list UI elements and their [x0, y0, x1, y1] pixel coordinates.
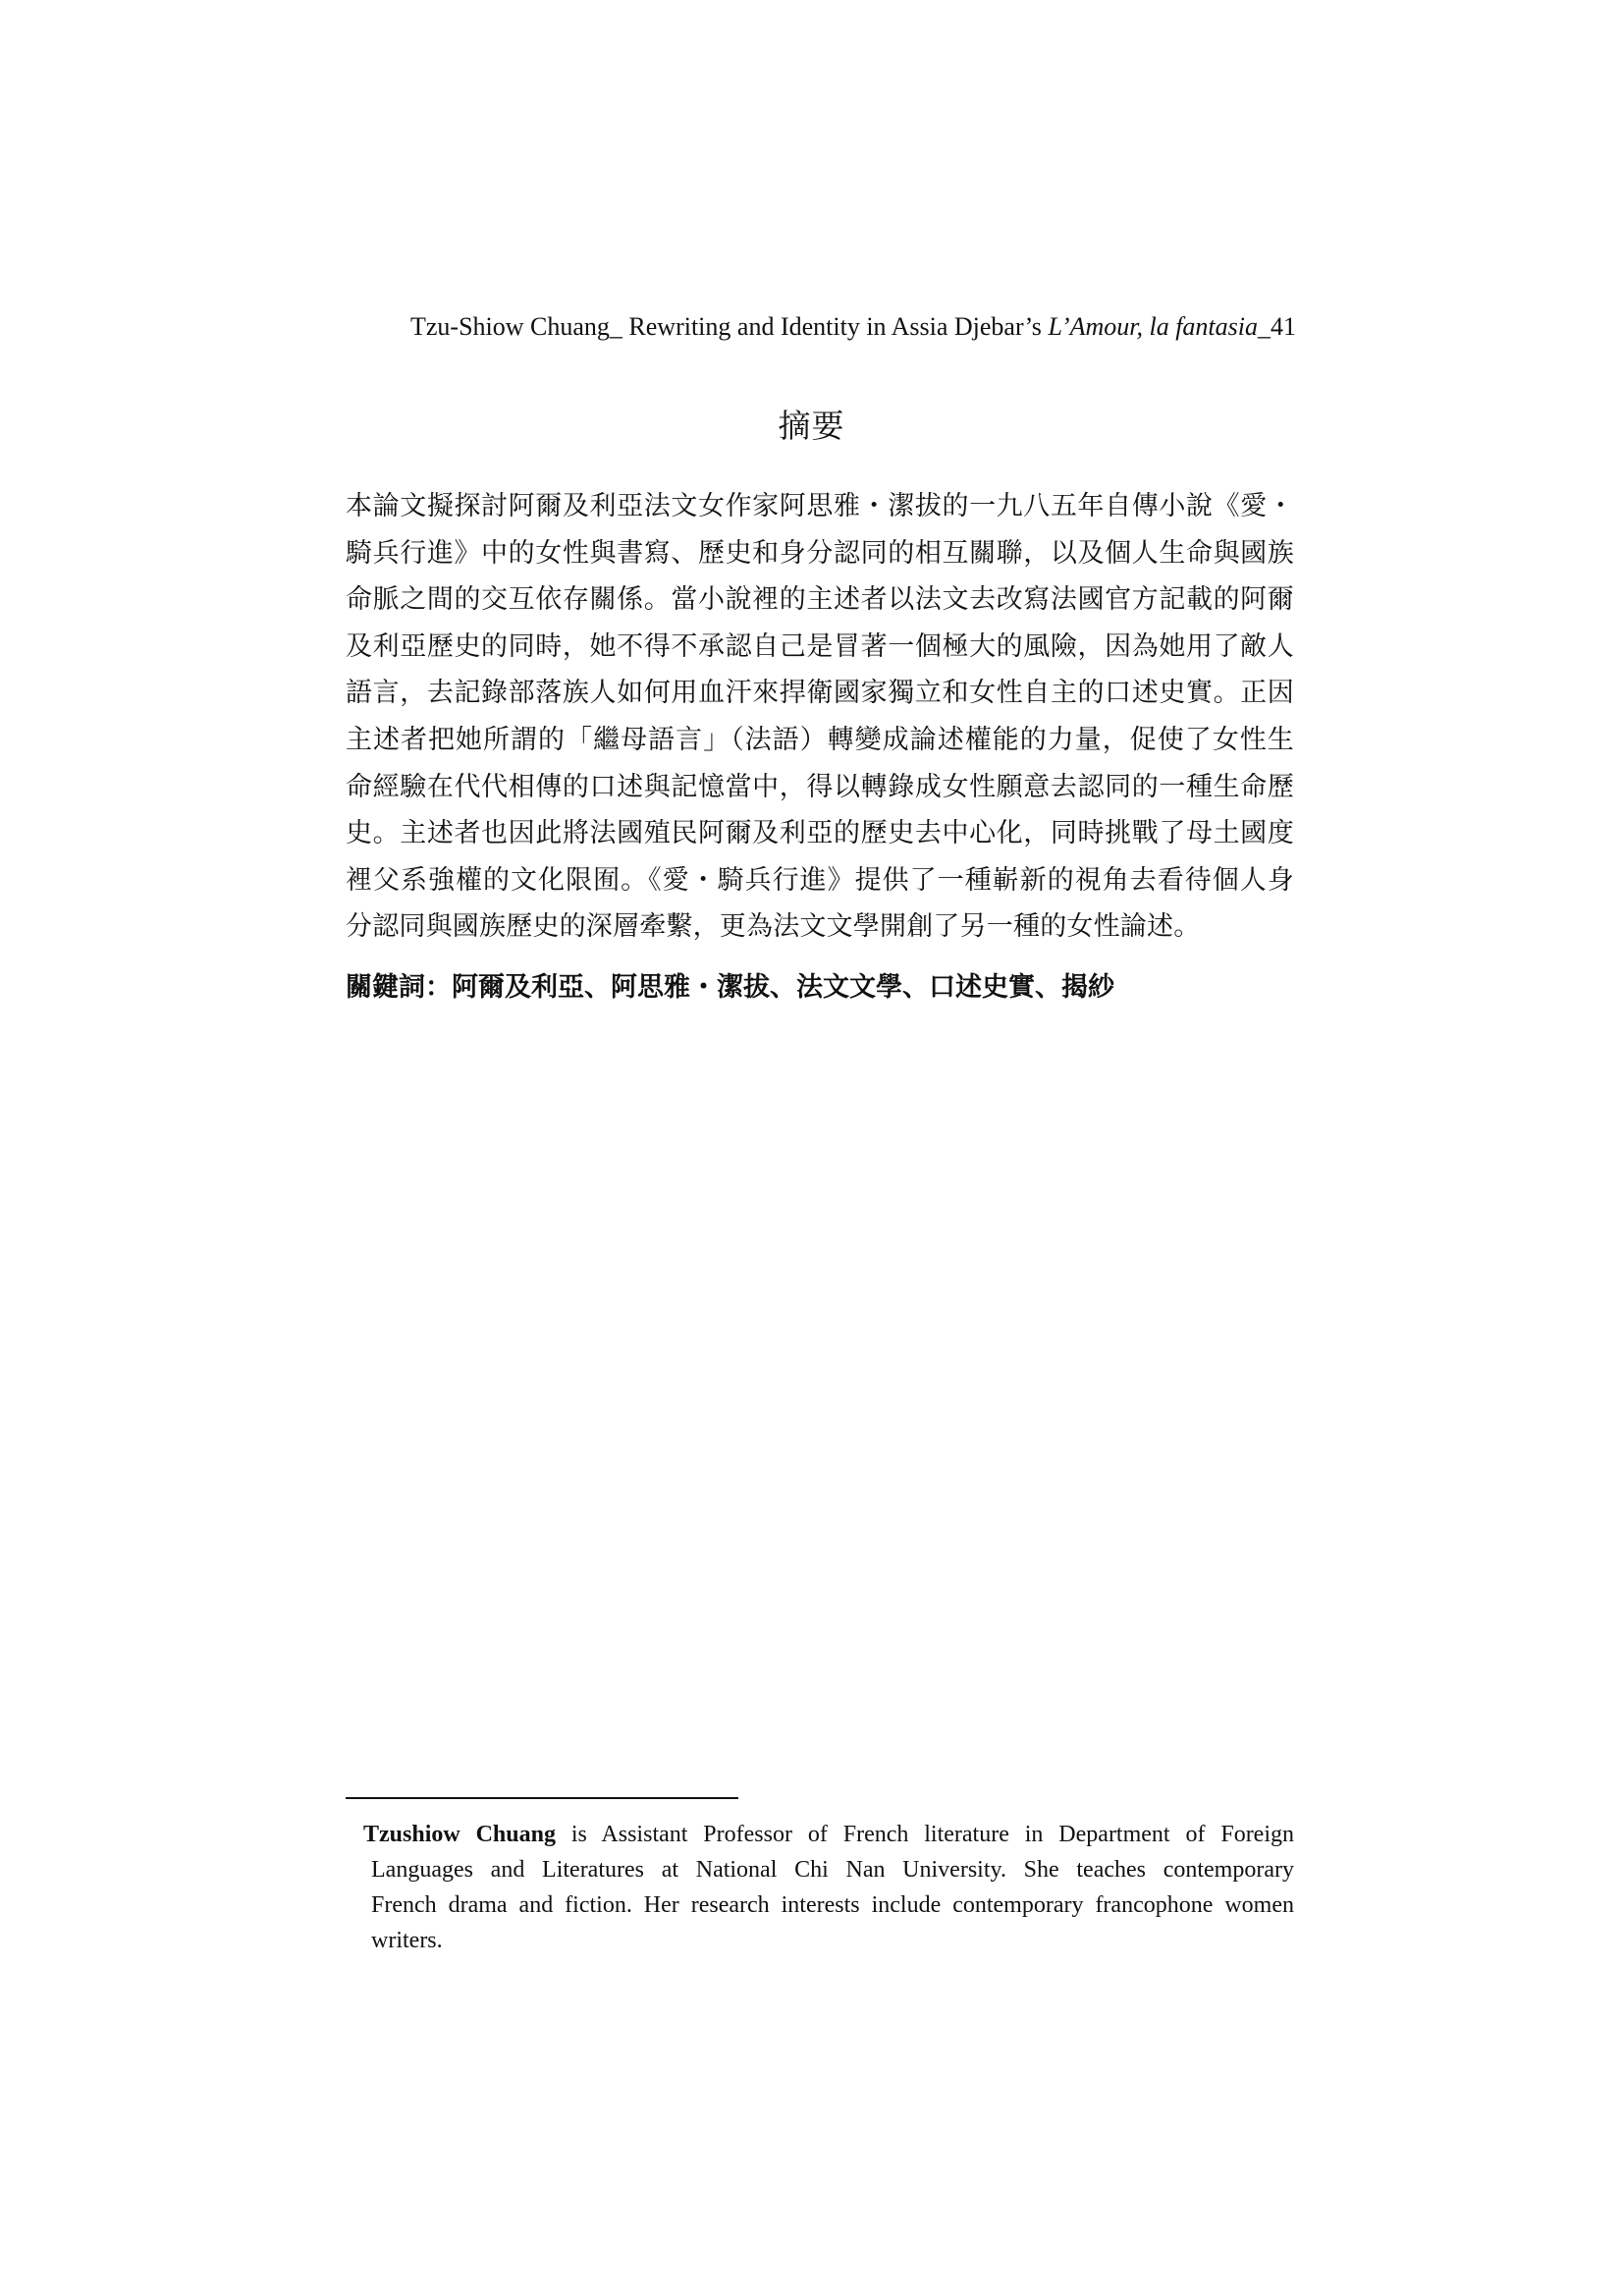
keywords: 關鍵詞：阿爾及利亞、阿思雅・潔拔、法文文學、口述史實、揭紗	[346, 972, 1114, 1003]
abstract-line: 本論文擬探討阿爾及利亞法文女作家阿思雅・潔拔的一九八五年自傳小說《愛・	[346, 491, 1294, 521]
footnote-rule	[346, 1797, 738, 1799]
abstract-body	[346, 483, 1294, 951]
abstract-line: 分認同與國族歷史的深層牽繫，更為法文文學開創了另一種的女性論述。	[346, 911, 1201, 943]
running-header-page-number: _41	[1258, 312, 1296, 341]
footnote-line: writers.	[371, 1928, 443, 1953]
footnote-line: Languages and Literatures at National Chi Nan University. She teaches contemporary	[371, 1857, 1294, 1883]
author-footnote	[363, 1817, 1294, 1958]
abstract-line: 主述者把她所謂的「繼母語言」（法語）轉變成論述權能的力量，促使了女性生	[346, 724, 1294, 755]
running-header	[410, 310, 1296, 344]
abstract-title: 摘要	[778, 407, 845, 445]
footnote-line	[363, 1817, 1294, 1852]
abstract-line: 史。主述者也因此將法國殖民阿爾及利亞的歷史去中心化，同時挑戰了母土國度	[346, 818, 1294, 849]
abstract-line: 裡父系強權的文化限囿。《愛・騎兵行進》提供了一種嶄新的視角去看待個人身	[346, 864, 1294, 896]
abstract-line: 命經驗在代代相傳的口述與記憶當中，得以轉錄成女性願意去認同的一種生命歷	[346, 771, 1294, 802]
abstract-line: 命脈之間的交互依存關係。當小說裡的主述者以法文去改寫法國官方記載的阿爾	[346, 584, 1294, 616]
running-header-italic-title: L’Amour, la fantasia	[1048, 312, 1258, 341]
abstract-line: 騎兵行進》中的女性與書寫、歷史和身分認同的相互關聯，以及個人生命與國族	[346, 537, 1294, 569]
abstract-line: 語言，去記錄部落族人如何用血汗來捍衛國家獨立和女性自主的口述史實。正因	[346, 678, 1294, 709]
running-header-prefix: Tzu-Shiow Chuang_ Rewriting and Identity in Assia Djebar’s	[410, 312, 1049, 341]
footnote-line1-rest: is Assistant Professor of French literature in Department of Foreign	[555, 1822, 1295, 1847]
abstract-line: 及利亞歷史的同時，她不得不承認自己是冒著一個極大的風險，因為她用了敵人	[346, 630, 1294, 662]
footnote-line: French drama and fiction. Her research interests include contemporary francophone women	[371, 1892, 1294, 1918]
author-name: Tzushiow Chuang	[363, 1822, 556, 1847]
